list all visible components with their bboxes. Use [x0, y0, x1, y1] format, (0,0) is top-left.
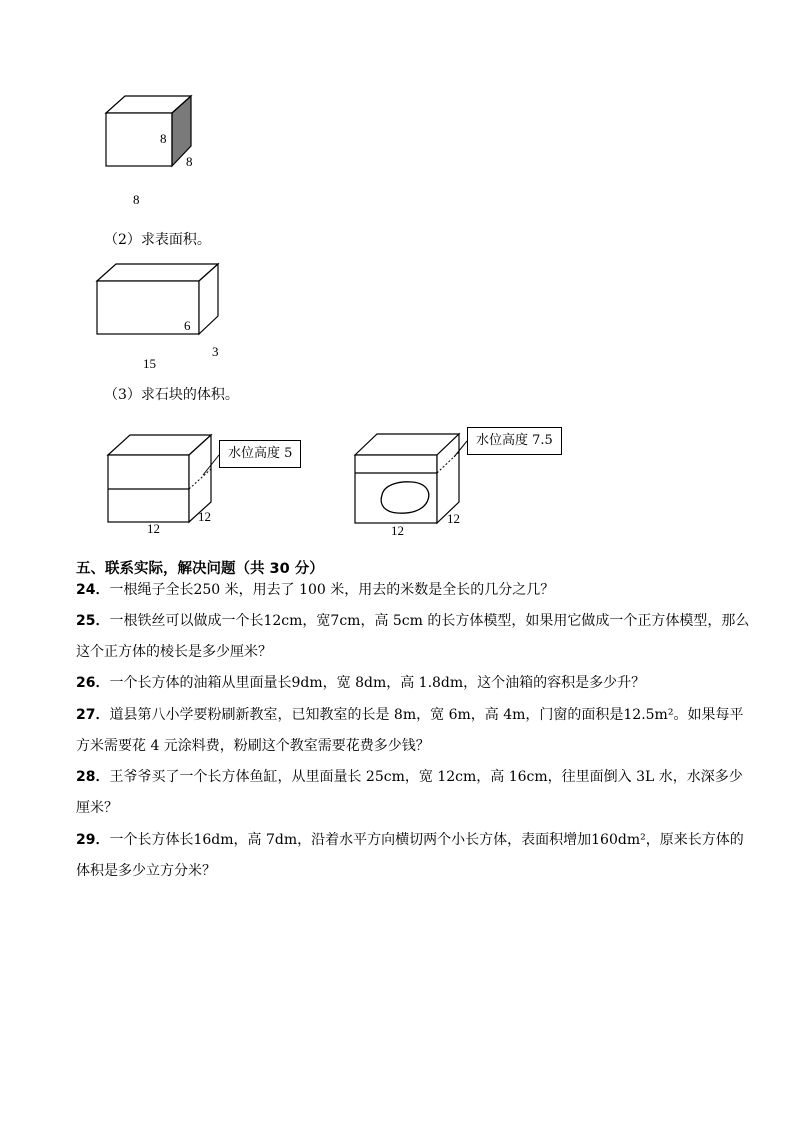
cuboid-height-label: 6: [184, 318, 191, 333]
container-after-length-label: 12: [391, 523, 404, 538]
cube-bottom-label: 8: [133, 192, 140, 207]
cuboid-width-label: 3: [212, 344, 219, 359]
question-text: 道县第八小学要粉刷新教室，已知教室的长是 8m，宽 6m，高 4m，门窗的面积是12.5m²。如果每平方米需要花 4 元涂料费，粉刷这个教室需要花费多少钱？: [76, 707, 744, 754]
question-text: 一个长方体的油箱从里面量长9dm，宽 8dm，高 1.8dm，这个油箱的容积是多少升？: [109, 675, 646, 691]
water-level-callout-1: 水位高度 5: [219, 440, 301, 468]
question-26: [76, 668, 756, 699]
subquestion-3: （3）求石块的体积。: [104, 387, 239, 403]
question-29: [76, 825, 756, 887]
cuboid-length-label: 15: [143, 356, 156, 371]
container-before-length-label: 12: [147, 521, 160, 536]
subquestion-2: （2）求表面积。: [104, 232, 211, 248]
question-number: 28．: [76, 769, 110, 785]
question-28: [76, 762, 756, 824]
question-24: [76, 575, 756, 606]
question-number: 26．: [76, 675, 110, 691]
question-25: [76, 606, 756, 668]
question-number: 27．: [76, 707, 110, 723]
question-number: 29．: [76, 832, 110, 848]
water-level-callout-2: 水位高度 7.5: [467, 427, 562, 455]
question-text: 一根铁丝可以做成一个长12cm，宽7cm，高 5cm 的长方体模型，如果用它做成一个正方体模型，那么这个正方体的棱长是多少厘米？: [76, 613, 750, 660]
question-text: 王爷爷买了一个长方体鱼缸，从里面量长 25cm，宽 12cm，高 16cm，往里面倒入 3L 水，水深多少厘米？: [76, 769, 743, 816]
question-number: 24．: [76, 582, 110, 598]
container-before-width-label: 12: [198, 509, 211, 524]
question-text: 一个长方体长16dm，高 7dm，沿着水平方向横切两个小长方体，表面积增加160dm²，原来长方体的体积是多少立方分米？: [76, 832, 744, 879]
question-number: 25．: [76, 613, 110, 629]
container-after-width-label: 12: [447, 511, 460, 526]
question-text: 一根绳子全长250 米，用去了 100 米，用去的米数是全长的几分之几？: [109, 582, 555, 598]
section-heading: 五、联系实际，解决问题（共 30 分）: [76, 561, 324, 577]
stone-shape: [381, 482, 429, 513]
cube-side-label: 8: [186, 154, 193, 169]
cube-front-label: 8: [160, 131, 167, 146]
question-27: [76, 700, 756, 762]
